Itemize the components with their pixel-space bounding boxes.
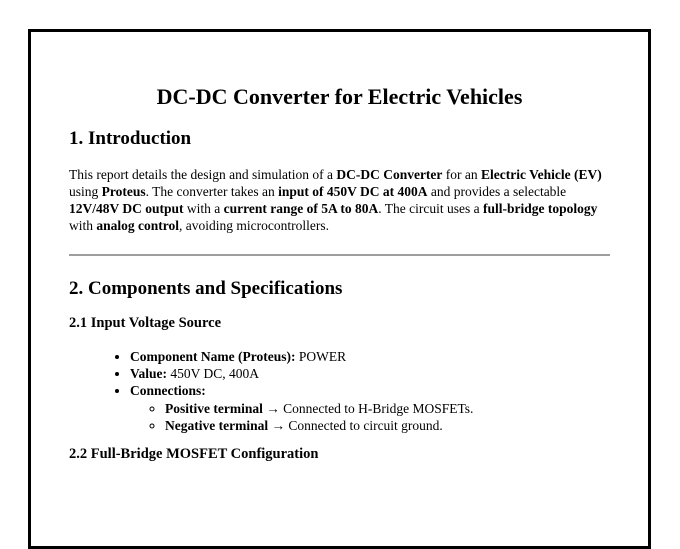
- component-bullet-list: [69, 348, 610, 434]
- text-segment: Positive terminal: [165, 401, 263, 416]
- text-segment: . The converter takes an: [145, 184, 279, 199]
- text-segment: Component Name (Proteus):: [130, 349, 296, 364]
- report-page: [28, 29, 651, 549]
- text-segment: full-bridge topology: [482, 201, 598, 216]
- sub-list-item: [165, 417, 610, 434]
- sub-bullet-list: [130, 400, 610, 434]
- text-segment: using: [69, 184, 102, 199]
- text-segment: 450V DC, 400A: [167, 366, 260, 381]
- text-segment: 12V/48V DC output: [69, 201, 184, 216]
- text-segment: , avoiding microcontrollers.: [179, 218, 329, 233]
- text-segment: Connections:: [130, 383, 206, 398]
- text-segment: → Connected to H-Bridge MOSFETs.: [262, 401, 474, 416]
- section-divider: [69, 254, 610, 256]
- section-1-introduction-heading: 1. Introduction: [69, 128, 192, 149]
- text-segment: and provides a selectable: [427, 184, 567, 199]
- text-segment: analog control: [96, 218, 180, 233]
- sub-list-item: [165, 400, 610, 417]
- text-segment: with: [69, 218, 97, 233]
- text-segment: Negative terminal: [165, 418, 269, 433]
- list-item: [130, 365, 610, 382]
- text-segment: → Connected to circuit ground.: [268, 418, 443, 433]
- text-segment: DC-DC Converter: [336, 167, 443, 182]
- text-segment: Value:: [130, 366, 168, 381]
- document-title: DC-DC Converter for Electric Vehicles: [156, 84, 523, 109]
- section-2-components-heading: 2. Components and Specifications: [69, 278, 343, 299]
- text-segment: Electric Vehicle (EV): [481, 167, 602, 182]
- text-segment: POWER: [295, 349, 347, 364]
- list-item: [130, 382, 610, 434]
- text-segment: input of 450V DC at 400A: [278, 184, 428, 199]
- intro-paragraph: [69, 166, 610, 234]
- text-segment: . The circuit uses a: [378, 201, 483, 216]
- text-segment: This report details the design and simulation of a: [69, 167, 337, 182]
- text-segment: current range of 5A to 80A: [223, 201, 379, 216]
- section-2-1-heading: 2.1 Input Voltage Source: [69, 315, 222, 331]
- text-segment: with a: [183, 201, 224, 216]
- section-2-2-heading: 2.2 Full-Bridge MOSFET Configuration: [69, 446, 319, 462]
- text-segment: for an: [442, 167, 482, 182]
- text-segment: Proteus: [101, 184, 146, 199]
- list-item: [130, 348, 610, 365]
